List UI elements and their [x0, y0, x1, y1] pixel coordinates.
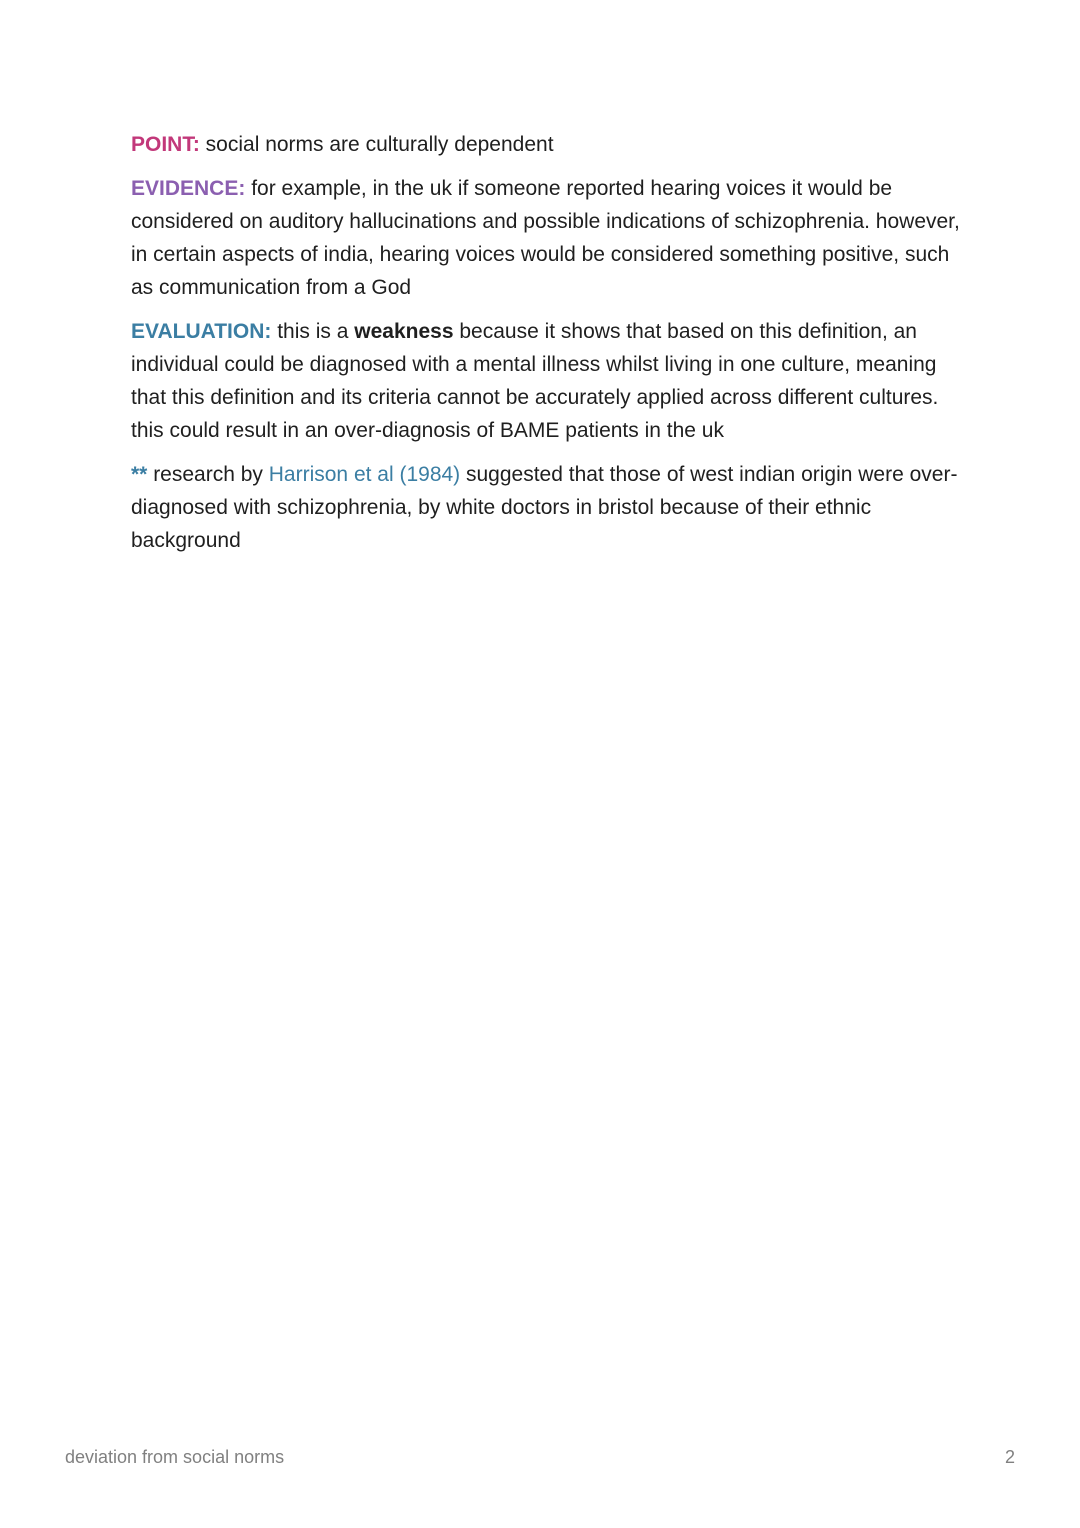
evaluation-label: EVALUATION:	[131, 320, 272, 343]
research-note-paragraph	[131, 458, 961, 557]
evidence-text: for example, in the uk if someone reported hearing voices it would be considered on auditory hallucinations and possible indications of schizophrenia. however, in certain aspects of india, hearing voices would be considered something positive, such as communication from a God	[131, 177, 960, 299]
note-text-after: suggested that those of west indian origin were over-diagnosed with schizophrenia, by white doctors in bristol because of their ethnic background	[131, 463, 958, 552]
evidence-paragraph	[131, 172, 961, 304]
note-stars: **	[131, 463, 148, 486]
evaluation-bold-word: weakness	[354, 320, 454, 343]
citation-link[interactable]: Harrison et al (1984)	[268, 463, 461, 486]
point-paragraph	[131, 128, 961, 161]
point-label: POINT:	[131, 133, 200, 156]
note-text-before: research by	[147, 463, 269, 486]
page-number: 2	[1004, 1447, 1015, 1467]
document-body	[131, 128, 961, 568]
footer-title: deviation from social norms	[65, 1447, 285, 1467]
evaluation-text-before: this is a	[271, 320, 355, 343]
evaluation-paragraph	[131, 315, 961, 447]
evaluation-text-after: because it shows that based on this definition, an individual could be diagnosed with a mental illness whilst living in one culture, meaning that this definition and its criteria cannot be accurately applied across different cultures. this could result in an over-diagnosis of BAME patients in the uk	[131, 320, 939, 442]
point-text: social norms are culturally dependent	[199, 133, 554, 156]
evidence-label: EVIDENCE:	[131, 177, 246, 200]
